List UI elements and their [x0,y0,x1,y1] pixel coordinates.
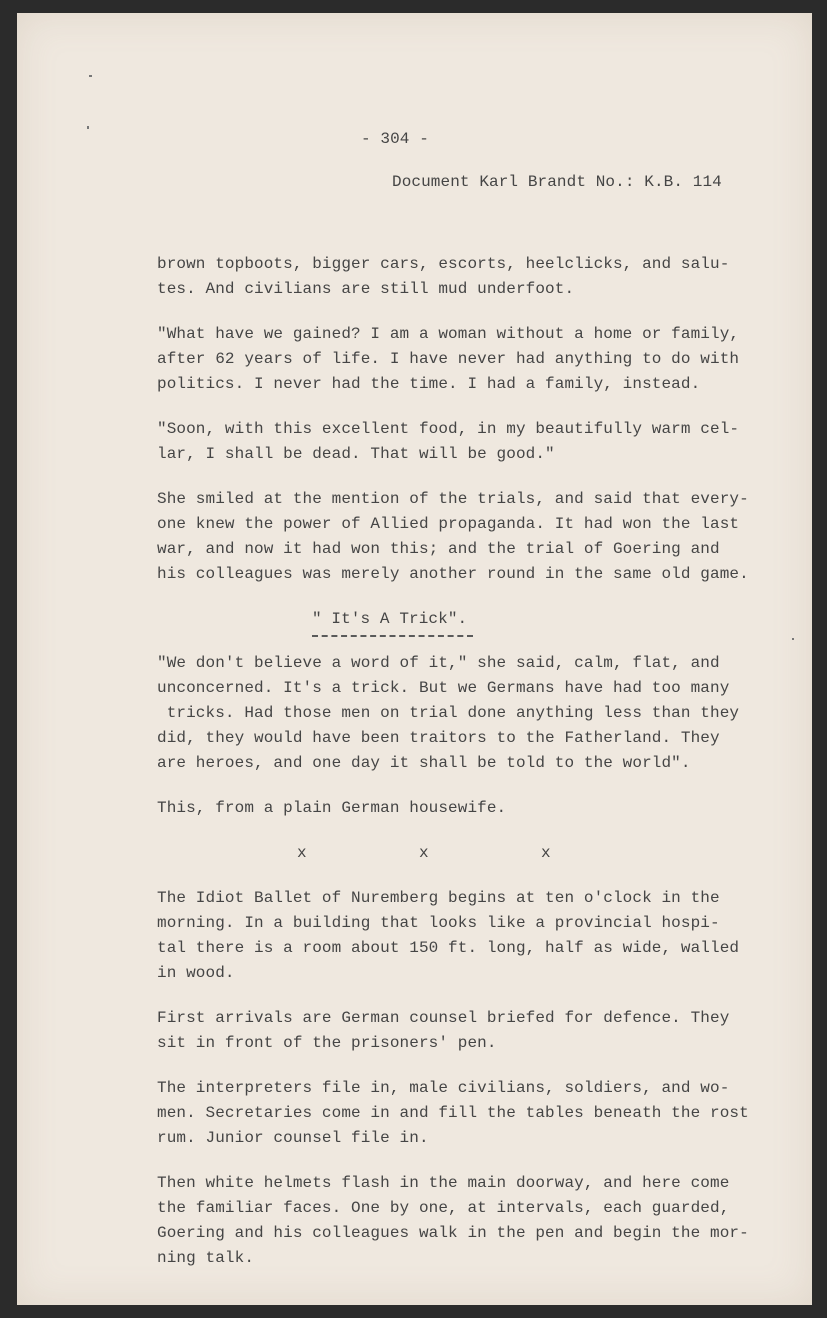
text-line: the familiar faces. One by one, at intervals, each guarded, [157,1199,730,1217]
text-line: tal there is a room about 150 ft. long, half as wide, walled [157,939,740,957]
document-body [157,252,797,1291]
text-line: "Soon, with this excellent food, in my beautifully warm cel- [157,420,740,438]
text-line: men. Secretaries come in and fill the tables beneath the rost [157,1104,749,1122]
document-reference: Document Karl Brandt No.: K.B. 114 [392,173,722,191]
text-line: brown topboots, bigger cars, escorts, heelclicks, and salu- [157,255,730,273]
text-line: The Idiot Ballet of Nuremberg begins at ten o'clock in the [157,889,720,907]
text-line: Goering and his colleagues walk in the pen and begin the mor- [157,1224,749,1242]
text-line: in wood. [157,964,235,982]
text-line: tricks. Had those men on trial done anything less than they [157,704,740,722]
section-divider [157,841,797,866]
text-line: tes. And civilians are still mud underfoot. [157,280,575,298]
paragraph [157,651,797,776]
divider-mark: x [541,844,551,862]
text-line: are heroes, and one day it shall be told to the world". [157,754,691,772]
paper-speck [89,75,92,77]
text-line: ning talk. [157,1249,255,1267]
text-line: sit in front of the prisoners' pen. [157,1034,497,1052]
paragraph [157,796,797,821]
text-line: morning. In a building that looks like a provincial hospi- [157,914,720,932]
paragraph [157,487,797,587]
text-line: war, and now it had won this; and the trial of Goering and [157,540,720,558]
divider-mark: x [419,844,429,862]
paragraph [157,417,797,467]
text-line: This, from a plain German housewife. [157,799,507,817]
text-line: She smiled at the mention of the trials, and said that every- [157,490,749,508]
text-line: lar, I shall be dead. That will be good." [157,445,555,463]
text-line: Then white helmets flash in the main doorway, and here come [157,1174,730,1192]
text-line: "We don't believe a word of it," she said, calm, flat, and [157,654,720,672]
paragraph [157,322,797,397]
text-line: The interpreters file in, male civilians, soldiers, and wo- [157,1079,730,1097]
page-number: - 304 - [361,130,429,148]
document-page [17,13,812,1305]
text-line: unconcerned. It's a trick. But we Germans have had too many [157,679,730,697]
text-line: rum. Junior counsel file in. [157,1129,429,1147]
text-line: "What have we gained? I am a woman without a home or family, [157,325,740,343]
paper-speck [87,126,89,129]
section-heading [157,607,797,635]
paragraph [157,252,797,302]
paragraph [157,1171,797,1271]
text-line: First arrivals are German counsel briefed for defence. They [157,1009,730,1027]
text-line: politics. I never had the time. I had a family, instead. [157,375,701,393]
paragraph [157,1006,797,1056]
paragraph [157,886,797,986]
text-line: after 62 years of life. I have never had anything to do with [157,350,740,368]
section-heading-text: " It's A Trick". [312,607,473,637]
paragraph [157,1076,797,1151]
text-line: one knew the power of Allied propaganda. It had won the last [157,515,740,533]
divider-mark: x [297,844,307,862]
text-line: did, they would have been traitors to the Fatherland. They [157,729,720,747]
text-line: his colleagues was merely another round in the same old game. [157,565,749,583]
